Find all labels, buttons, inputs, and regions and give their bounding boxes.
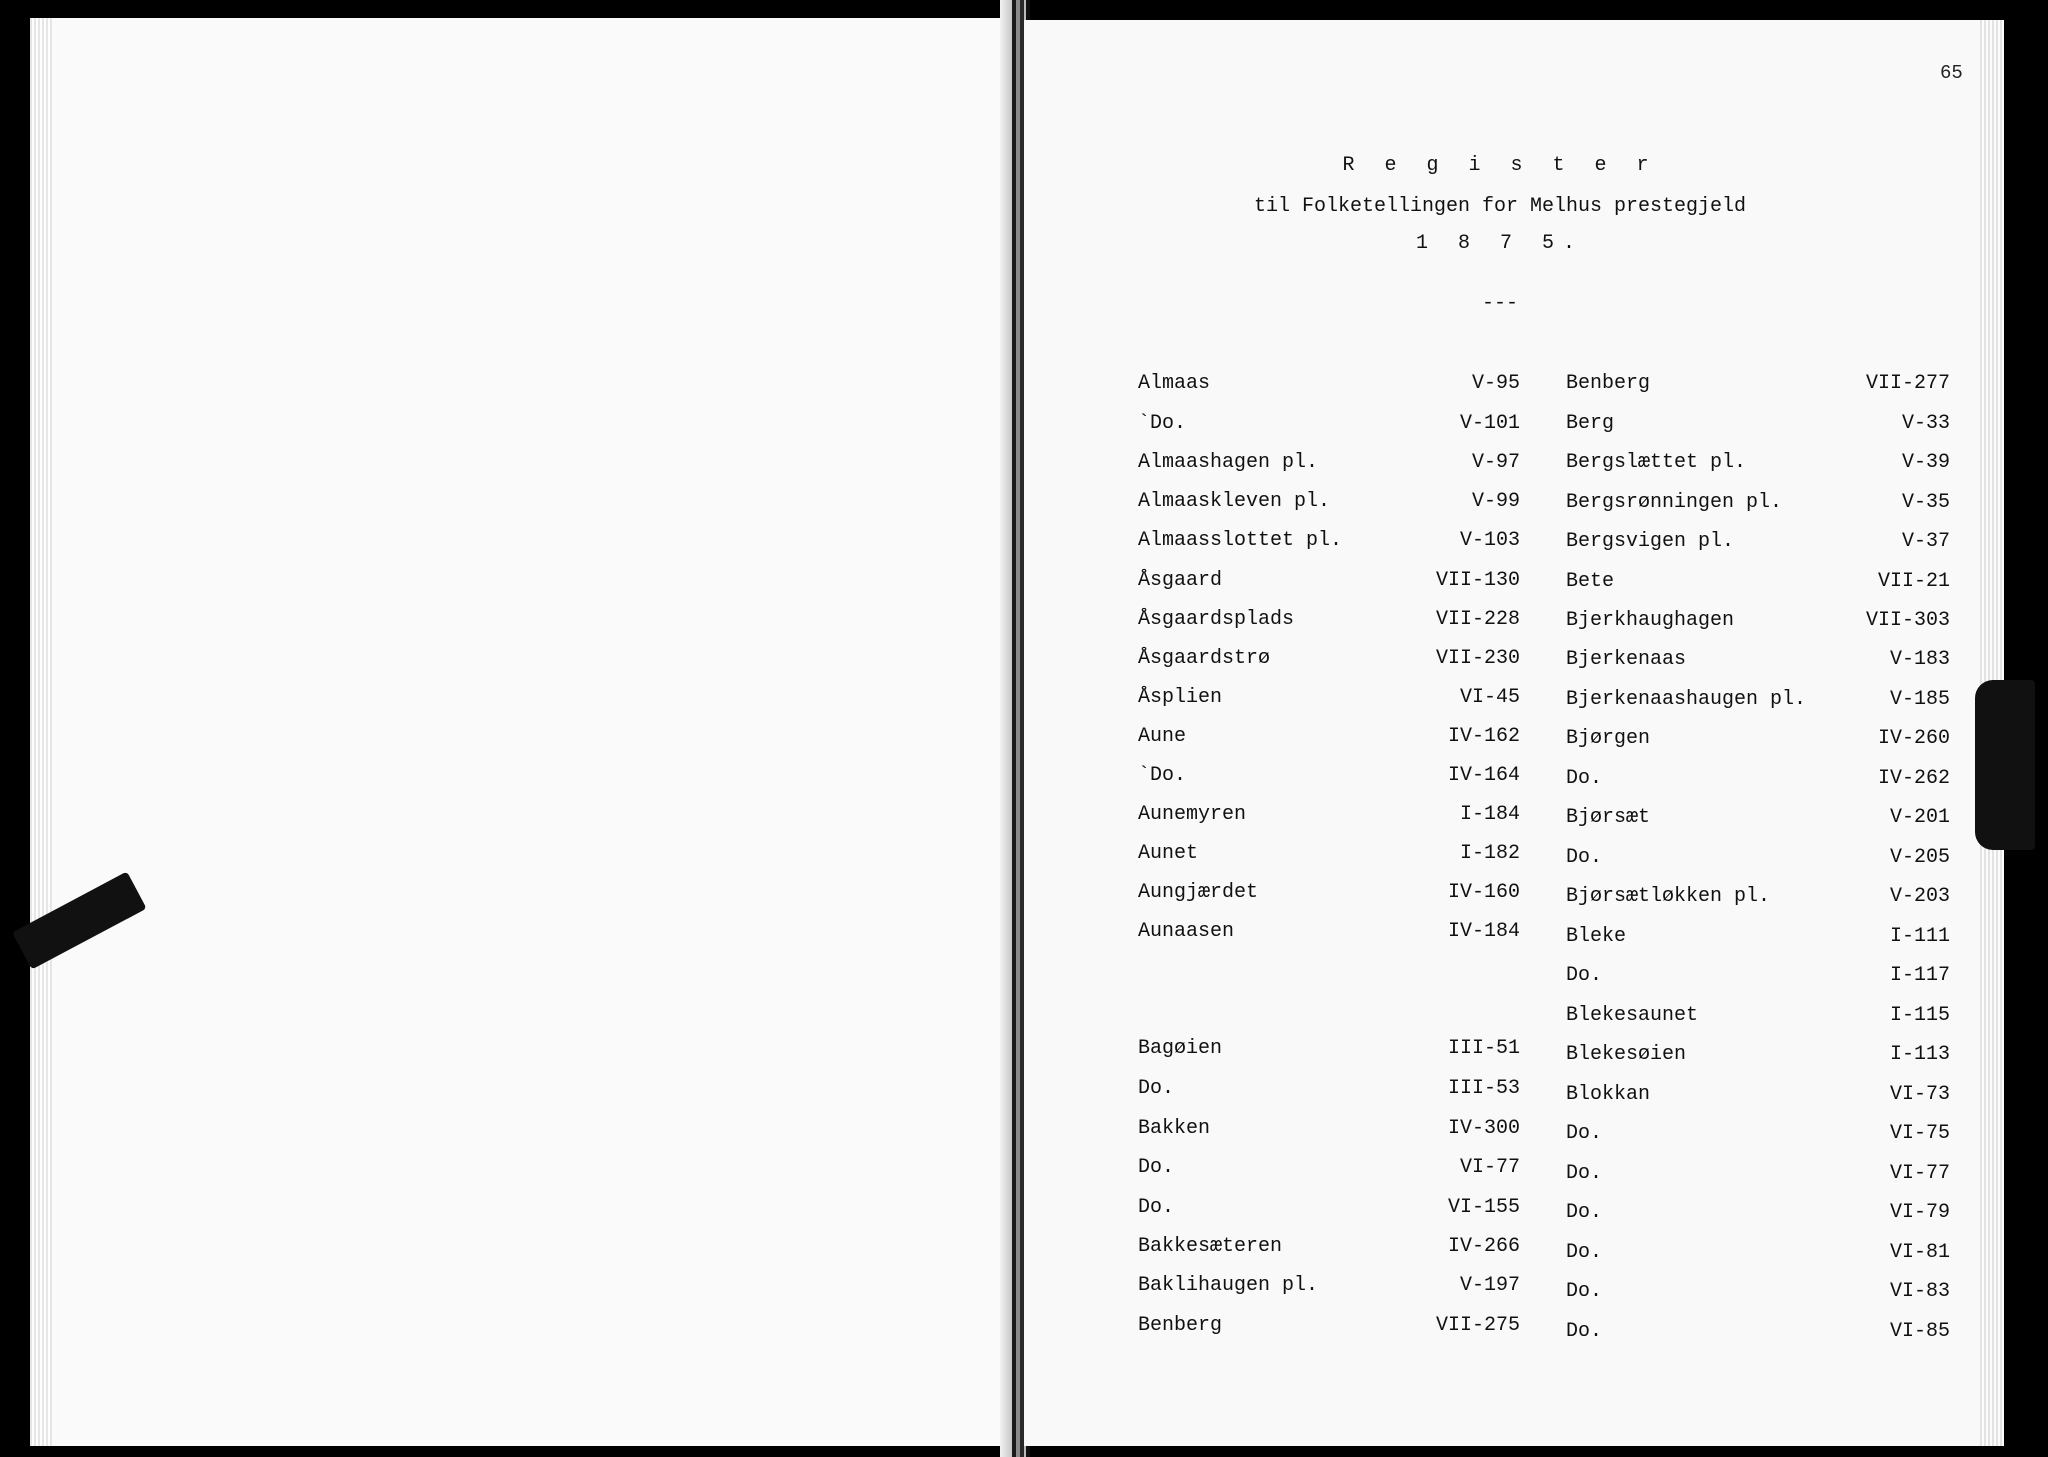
volume-page-ref: IV-164 [1447,764,1520,787]
place-name: Bete [1566,570,1615,593]
volume-page-ref: VI-79 [1889,1201,1950,1224]
place-name: Do. [1566,1201,1603,1224]
volume-page-ref: VI-155 [1447,1196,1520,1219]
place-name: Bjørgen [1566,727,1651,750]
place-name: Almaasslottet pl. [1138,529,1343,552]
place-name: Do. [1566,964,1603,987]
place-name: Bergsvigen pl. [1566,530,1735,553]
volume-page-ref: VII-275 [1435,1314,1520,1337]
place-name: Aunemyren [1138,803,1247,826]
volume-page-ref: III-51 [1447,1037,1520,1060]
register-title: R e g i s t e r [1342,154,1658,177]
place-name: Do. [1566,846,1603,869]
volume-page-ref: V-103 [1459,529,1520,552]
volume-page-ref: VI-85 [1889,1320,1950,1343]
place-name: Benberg [1138,1314,1223,1337]
volume-page-ref: I-182 [1459,842,1520,865]
place-name: Do. [1566,1320,1603,1343]
place-name: Bakkesæteren [1138,1235,1283,1258]
place-name: Åsgaard [1138,569,1223,592]
volume-page-ref: IV-300 [1447,1117,1520,1140]
volume-page-ref: I-117 [1889,964,1950,987]
volume-page-ref: I-115 [1889,1004,1950,1027]
volume-page-ref: V-37 [1901,530,1950,553]
volume-page-ref: IV-262 [1877,767,1950,790]
place-name: Aunet [1138,842,1199,865]
volume-page-ref: IV-162 [1447,725,1520,748]
volume-page-ref: V-33 [1901,412,1950,435]
place-name: Do. [1566,1162,1603,1185]
left-page-edge [30,18,52,1446]
volume-page-ref: VI-75 [1889,1122,1950,1145]
place-name: Berg [1566,412,1615,435]
place-name: Do. [1138,1196,1175,1219]
volume-page-ref: V-95 [1471,372,1520,395]
volume-page-ref: VI-77 [1889,1162,1950,1185]
volume-page-ref: V-205 [1889,846,1950,869]
place-name: Bakken [1138,1117,1211,1140]
volume-page-ref: V-101 [1459,412,1520,435]
volume-page-ref: VII-230 [1435,647,1520,670]
volume-page-ref: VI-81 [1889,1241,1950,1264]
place-name: Bagøien [1138,1037,1223,1060]
register-year: 1 8 7 5. [1415,232,1584,255]
volume-page-ref: VI-83 [1889,1280,1950,1303]
place-name: Blekesøien [1566,1043,1687,1066]
place-name: `Do. [1138,412,1187,435]
volume-page-ref: I-184 [1459,803,1520,826]
volume-page-ref: V-183 [1889,648,1950,671]
place-name: Blokkan [1566,1083,1651,1106]
volume-page-ref: VII-21 [1877,570,1950,593]
volume-page-ref: VII-303 [1865,609,1950,632]
place-name: Åsgaardstrø [1138,647,1271,670]
place-name: Åsgaardsplads [1138,608,1295,631]
place-name: Aungjærdet [1138,881,1259,904]
volume-page-ref: VII-228 [1435,608,1520,631]
binding-shadow [1000,0,1012,1457]
place-name: Aunaasen [1138,920,1235,943]
volume-page-ref: IV-184 [1447,920,1520,943]
page-number: 65 [1940,62,1963,84]
place-name: Bjerkenaashaugen pl. [1566,688,1807,711]
place-name: Almaas [1138,372,1211,395]
place-name: Almaaskleven pl. [1138,490,1331,513]
volume-page-ref: I-111 [1889,925,1950,948]
place-name: Do. [1566,1241,1603,1264]
separator: --- [1481,292,1518,315]
volume-page-ref: III-53 [1447,1077,1520,1100]
place-name: Do. [1566,1122,1603,1145]
volume-page-ref: V-35 [1901,491,1950,514]
volume-page-ref: V-197 [1459,1274,1520,1297]
left-page [30,18,1017,1446]
place-name: Bjerkenaas [1566,648,1687,671]
place-name: Aune [1138,725,1187,748]
volume-page-ref: IV-160 [1447,881,1520,904]
volume-page-ref: V-185 [1889,688,1950,711]
volume-page-ref: V-39 [1901,451,1950,474]
volume-page-ref: V-97 [1471,451,1520,474]
place-name: Baklihaugen pl. [1138,1274,1319,1297]
place-name: Do. [1566,767,1603,790]
place-name: Blekesaunet [1566,1004,1699,1027]
place-name: Bleke [1566,925,1627,948]
volume-page-ref: I-113 [1889,1043,1950,1066]
place-name: Bjerkhaughagen [1566,609,1735,632]
volume-page-ref: VII-277 [1865,372,1950,395]
right-page-clip [1975,680,2035,850]
place-name: `Do. [1138,764,1187,787]
place-name: Benberg [1566,372,1651,395]
volume-page-ref: VI-45 [1459,686,1520,709]
place-name: Bjørsætløkken pl. [1566,885,1771,908]
place-name: Do. [1566,1280,1603,1303]
place-name: Åsplien [1138,686,1223,709]
volume-page-ref: VI-73 [1889,1083,1950,1106]
volume-page-ref: V-99 [1471,490,1520,513]
place-name: Do. [1138,1156,1175,1179]
volume-page-ref: V-201 [1889,806,1950,829]
register-subtitle: til Folketellingen for Melhus prestegjeld [1253,195,1747,218]
place-name: Do. [1138,1077,1175,1100]
volume-page-ref: V-203 [1889,885,1950,908]
volume-page-ref: VII-130 [1435,569,1520,592]
place-name: Bergslættet pl. [1566,451,1747,474]
volume-page-ref: IV-266 [1447,1235,1520,1258]
place-name: Bergsrønningen pl. [1566,491,1783,514]
place-name: Bjørsæt [1566,806,1651,829]
place-name: Almaashagen pl. [1138,451,1319,474]
volume-page-ref: VI-77 [1459,1156,1520,1179]
volume-page-ref: IV-260 [1877,727,1950,750]
